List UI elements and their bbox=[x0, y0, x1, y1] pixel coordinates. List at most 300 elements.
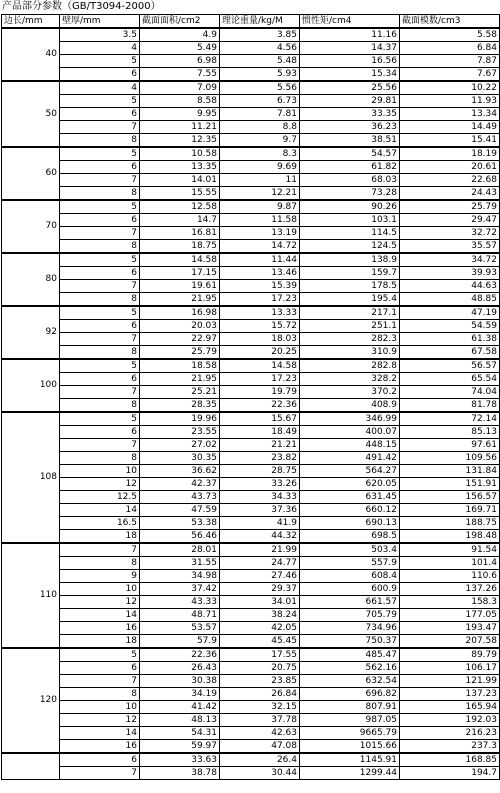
table-row bbox=[2, 187, 500, 201]
inertia-cell: 660.12 bbox=[300, 504, 400, 517]
section-area-cell: 57.9 bbox=[140, 635, 220, 649]
weight-cell: 17.55 bbox=[220, 648, 300, 662]
weight-cell: 11.58 bbox=[220, 214, 300, 227]
section-area-cell: 27.02 bbox=[140, 439, 220, 452]
section-area-cell: 7.55 bbox=[140, 68, 220, 82]
modulus-cell: 89.79 bbox=[400, 648, 500, 662]
inertia-cell: 68.03 bbox=[300, 174, 400, 187]
section-area-cell: 4.9 bbox=[140, 28, 220, 42]
section-area-cell: 36.62 bbox=[140, 465, 220, 478]
wall-thickness-cell: 8 bbox=[60, 399, 140, 413]
table-row bbox=[2, 293, 500, 307]
table-row bbox=[2, 147, 500, 161]
modulus-cell: 35.57 bbox=[400, 240, 500, 254]
section-area-cell: 21.95 bbox=[140, 293, 220, 307]
table-row bbox=[2, 570, 500, 583]
weight-cell: 42.63 bbox=[220, 727, 300, 740]
side-length-cell: 100 bbox=[2, 359, 60, 412]
weight-cell: 15.39 bbox=[220, 280, 300, 293]
modulus-cell: 109.56 bbox=[400, 452, 500, 465]
modulus-cell: 194.7 bbox=[400, 767, 500, 780]
inertia-cell: 564.27 bbox=[300, 465, 400, 478]
weight-cell: 23.82 bbox=[220, 452, 300, 465]
table-row bbox=[2, 121, 500, 134]
inertia-cell: 103.1 bbox=[300, 214, 400, 227]
section-area-cell: 25.21 bbox=[140, 386, 220, 399]
table-row bbox=[2, 134, 500, 148]
wall-thickness-cell: 9 bbox=[60, 570, 140, 583]
inertia-cell: 38.51 bbox=[300, 134, 400, 148]
modulus-cell: 32.72 bbox=[400, 227, 500, 240]
inertia-cell: 408.9 bbox=[300, 399, 400, 413]
table-row bbox=[2, 95, 500, 108]
wall-thickness-cell: 5 bbox=[60, 200, 140, 214]
weight-cell: 9.87 bbox=[220, 200, 300, 214]
table-row bbox=[2, 214, 500, 227]
section-area-cell: 23.55 bbox=[140, 426, 220, 439]
wall-thickness-cell: 6 bbox=[60, 320, 140, 333]
weight-cell: 13.33 bbox=[220, 306, 300, 320]
weight-cell: 5.93 bbox=[220, 68, 300, 82]
header-theoretical-weight: 理论重量/kg/M bbox=[220, 15, 300, 29]
table-row bbox=[2, 161, 500, 174]
modulus-cell: 10.22 bbox=[400, 81, 500, 95]
wall-thickness-cell: 5 bbox=[60, 147, 140, 161]
weight-cell: 6.73 bbox=[220, 95, 300, 108]
inertia-cell: 9665.79 bbox=[300, 727, 400, 740]
weight-cell: 12.21 bbox=[220, 187, 300, 201]
section-area-cell: 38.78 bbox=[140, 767, 220, 780]
modulus-cell: 13.34 bbox=[400, 108, 500, 121]
table-row bbox=[2, 320, 500, 333]
section-area-cell: 53.38 bbox=[140, 517, 220, 530]
weight-cell: 20.75 bbox=[220, 662, 300, 675]
table-row bbox=[2, 200, 500, 214]
wall-thickness-cell: 12.5 bbox=[60, 491, 140, 504]
modulus-cell: 237.3 bbox=[400, 740, 500, 754]
wall-thickness-cell: 14 bbox=[60, 504, 140, 517]
wall-thickness-cell: 8 bbox=[60, 452, 140, 465]
wall-thickness-cell: 7 bbox=[60, 333, 140, 346]
inertia-cell: 620.05 bbox=[300, 478, 400, 491]
modulus-cell: 15.41 bbox=[400, 134, 500, 148]
inertia-cell: 734.96 bbox=[300, 622, 400, 635]
weight-cell: 8.8 bbox=[220, 121, 300, 134]
weight-cell: 17.23 bbox=[220, 373, 300, 386]
section-area-cell: 34.98 bbox=[140, 570, 220, 583]
table-row bbox=[2, 491, 500, 504]
weight-cell: 7.81 bbox=[220, 108, 300, 121]
table-row bbox=[2, 609, 500, 622]
table-row bbox=[2, 714, 500, 727]
table-row bbox=[2, 253, 500, 267]
modulus-cell: 165.94 bbox=[400, 701, 500, 714]
wall-thickness-cell: 6 bbox=[60, 753, 140, 767]
table-row bbox=[2, 622, 500, 635]
inertia-cell: 1299.44 bbox=[300, 767, 400, 780]
header-moment-of-inertia: 惯性矩/cm4 bbox=[300, 15, 400, 29]
section-area-cell: 30.35 bbox=[140, 452, 220, 465]
wall-thickness-cell: 18 bbox=[60, 530, 140, 544]
inertia-cell: 346.99 bbox=[300, 412, 400, 426]
table-row bbox=[2, 675, 500, 688]
inertia-cell: 705.79 bbox=[300, 609, 400, 622]
weight-cell: 23.85 bbox=[220, 675, 300, 688]
inertia-cell: 485.47 bbox=[300, 648, 400, 662]
section-area-cell: 31.55 bbox=[140, 557, 220, 570]
wall-thickness-cell: 4 bbox=[60, 42, 140, 55]
table-row bbox=[2, 465, 500, 478]
wall-thickness-cell: 5 bbox=[60, 306, 140, 320]
wall-thickness-cell: 6 bbox=[60, 68, 140, 82]
wall-thickness-cell: 5 bbox=[60, 55, 140, 68]
modulus-cell: 48.85 bbox=[400, 293, 500, 307]
table-row bbox=[2, 530, 500, 544]
modulus-cell: 74.04 bbox=[400, 386, 500, 399]
section-area-cell: 6.98 bbox=[140, 55, 220, 68]
wall-thickness-cell: 16 bbox=[60, 622, 140, 635]
wall-thickness-cell: 12 bbox=[60, 596, 140, 609]
table-row bbox=[2, 452, 500, 465]
side-length-cell: 108 bbox=[2, 412, 60, 543]
modulus-cell: 151.91 bbox=[400, 478, 500, 491]
table-row bbox=[2, 727, 500, 740]
table-row bbox=[2, 306, 500, 320]
modulus-cell: 131.84 bbox=[400, 465, 500, 478]
table-row bbox=[2, 767, 500, 780]
wall-thickness-cell: 8 bbox=[60, 346, 140, 360]
modulus-cell: 7.87 bbox=[400, 55, 500, 68]
inertia-cell: 310.9 bbox=[300, 346, 400, 360]
wall-thickness-cell: 8 bbox=[60, 688, 140, 701]
inertia-cell: 114.5 bbox=[300, 227, 400, 240]
wall-thickness-cell: 7 bbox=[60, 121, 140, 134]
weight-cell: 32.15 bbox=[220, 701, 300, 714]
inertia-cell: 491.42 bbox=[300, 452, 400, 465]
section-area-cell: 22.36 bbox=[140, 648, 220, 662]
section-area-cell: 30.38 bbox=[140, 675, 220, 688]
weight-cell: 15.67 bbox=[220, 412, 300, 426]
header-side-length: 边长/mm bbox=[2, 15, 60, 29]
modulus-cell: 193.47 bbox=[400, 622, 500, 635]
inertia-cell: 33.35 bbox=[300, 108, 400, 121]
table-row bbox=[2, 174, 500, 187]
inertia-cell: 25.56 bbox=[300, 81, 400, 95]
modulus-cell: 85.13 bbox=[400, 426, 500, 439]
modulus-cell: 168.85 bbox=[400, 753, 500, 767]
modulus-cell: 192.03 bbox=[400, 714, 500, 727]
weight-cell: 21.21 bbox=[220, 439, 300, 452]
table-row bbox=[2, 108, 500, 121]
weight-cell: 18.03 bbox=[220, 333, 300, 346]
wall-thickness-cell: 10 bbox=[60, 701, 140, 714]
wall-thickness-cell: 5 bbox=[60, 95, 140, 108]
modulus-cell: 18.19 bbox=[400, 147, 500, 161]
wall-thickness-cell: 8 bbox=[60, 134, 140, 148]
spec-table bbox=[1, 14, 500, 780]
weight-cell: 42.05 bbox=[220, 622, 300, 635]
table-row bbox=[2, 227, 500, 240]
wall-thickness-cell: 8 bbox=[60, 187, 140, 201]
weight-cell: 5.56 bbox=[220, 81, 300, 95]
table-row bbox=[2, 596, 500, 609]
wall-thickness-cell: 6 bbox=[60, 373, 140, 386]
modulus-cell: 61.38 bbox=[400, 333, 500, 346]
section-area-cell: 28.35 bbox=[140, 399, 220, 413]
wall-thickness-cell: 5 bbox=[60, 648, 140, 662]
section-area-cell: 47.59 bbox=[140, 504, 220, 517]
table-row bbox=[2, 373, 500, 386]
wall-thickness-cell: 8 bbox=[60, 240, 140, 254]
inertia-cell: 696.82 bbox=[300, 688, 400, 701]
section-area-cell: 48.71 bbox=[140, 609, 220, 622]
wall-thickness-cell: 3.5 bbox=[60, 28, 140, 42]
inertia-cell: 124.5 bbox=[300, 240, 400, 254]
section-area-cell: 41.42 bbox=[140, 701, 220, 714]
table-row bbox=[2, 543, 500, 557]
inertia-cell: 14.37 bbox=[300, 42, 400, 55]
section-area-cell: 10.58 bbox=[140, 147, 220, 161]
wall-thickness-cell: 7 bbox=[60, 675, 140, 688]
modulus-cell: 158.3 bbox=[400, 596, 500, 609]
inertia-cell: 282.3 bbox=[300, 333, 400, 346]
inertia-cell: 400.07 bbox=[300, 426, 400, 439]
wall-thickness-cell: 6 bbox=[60, 161, 140, 174]
inertia-cell: 503.4 bbox=[300, 543, 400, 557]
inertia-cell: 15.34 bbox=[300, 68, 400, 82]
wall-thickness-cell: 6 bbox=[60, 426, 140, 439]
header-section-modulus: 截面模数/cm3 bbox=[400, 15, 500, 29]
section-area-cell: 8.58 bbox=[140, 95, 220, 108]
section-area-cell: 12.35 bbox=[140, 134, 220, 148]
table-row bbox=[2, 81, 500, 95]
side-length-cell: 60 bbox=[2, 147, 60, 200]
modulus-cell: 5.58 bbox=[400, 28, 500, 42]
modulus-cell: 14.49 bbox=[400, 121, 500, 134]
section-area-cell: 26.43 bbox=[140, 662, 220, 675]
weight-cell: 44.32 bbox=[220, 530, 300, 544]
inertia-cell: 807.91 bbox=[300, 701, 400, 714]
weight-cell: 11.44 bbox=[220, 253, 300, 267]
modulus-cell: 198.48 bbox=[400, 530, 500, 544]
inertia-cell: 448.15 bbox=[300, 439, 400, 452]
section-area-cell: 16.98 bbox=[140, 306, 220, 320]
inertia-cell: 36.23 bbox=[300, 121, 400, 134]
modulus-cell: 29.47 bbox=[400, 214, 500, 227]
weight-cell: 41.9 bbox=[220, 517, 300, 530]
weight-cell: 5.48 bbox=[220, 55, 300, 68]
modulus-cell: 81.78 bbox=[400, 399, 500, 413]
wall-thickness-cell: 7 bbox=[60, 543, 140, 557]
section-area-cell: 28.01 bbox=[140, 543, 220, 557]
section-area-cell: 56.46 bbox=[140, 530, 220, 544]
inertia-cell: 987.05 bbox=[300, 714, 400, 727]
wall-thickness-cell: 6 bbox=[60, 214, 140, 227]
side-length-cell: 92 bbox=[2, 306, 60, 359]
modulus-cell: 47.19 bbox=[400, 306, 500, 320]
wall-thickness-cell: 8 bbox=[60, 557, 140, 570]
section-area-cell: 43.33 bbox=[140, 596, 220, 609]
weight-cell: 45.45 bbox=[220, 635, 300, 649]
section-area-cell: 22.97 bbox=[140, 333, 220, 346]
wall-thickness-cell: 6 bbox=[60, 108, 140, 121]
modulus-cell: 56.57 bbox=[400, 359, 500, 373]
section-area-cell: 59.97 bbox=[140, 740, 220, 754]
inertia-cell: 138.9 bbox=[300, 253, 400, 267]
table-row bbox=[2, 504, 500, 517]
table-row bbox=[2, 439, 500, 452]
section-area-cell: 43.73 bbox=[140, 491, 220, 504]
modulus-cell: 44.63 bbox=[400, 280, 500, 293]
modulus-cell: 97.61 bbox=[400, 439, 500, 452]
modulus-cell: 137.23 bbox=[400, 688, 500, 701]
section-area-cell: 15.55 bbox=[140, 187, 220, 201]
inertia-cell: 61.82 bbox=[300, 161, 400, 174]
weight-cell: 38.24 bbox=[220, 609, 300, 622]
side-length-cell: 70 bbox=[2, 200, 60, 253]
modulus-cell: 54.59 bbox=[400, 320, 500, 333]
section-area-cell: 53.57 bbox=[140, 622, 220, 635]
side-length-cell: 80 bbox=[2, 253, 60, 306]
weight-cell: 13.46 bbox=[220, 267, 300, 280]
wall-thickness-cell: 14 bbox=[60, 609, 140, 622]
inertia-cell: 217.1 bbox=[300, 306, 400, 320]
wall-thickness-cell: 4 bbox=[60, 81, 140, 95]
header-wall-thickness: 壁厚/mm bbox=[60, 15, 140, 29]
section-area-cell: 54.31 bbox=[140, 727, 220, 740]
weight-cell: 26.84 bbox=[220, 688, 300, 701]
section-area-cell: 7.09 bbox=[140, 81, 220, 95]
weight-cell: 29.37 bbox=[220, 583, 300, 596]
inertia-cell: 16.56 bbox=[300, 55, 400, 68]
table-row bbox=[2, 688, 500, 701]
section-area-cell: 18.75 bbox=[140, 240, 220, 254]
table-row bbox=[2, 557, 500, 570]
modulus-cell: 188.75 bbox=[400, 517, 500, 530]
table-row bbox=[2, 55, 500, 68]
weight-cell: 9.69 bbox=[220, 161, 300, 174]
modulus-cell: 20.61 bbox=[400, 161, 500, 174]
weight-cell: 47.08 bbox=[220, 740, 300, 754]
inertia-cell: 631.45 bbox=[300, 491, 400, 504]
weight-cell: 37.78 bbox=[220, 714, 300, 727]
section-area-cell: 21.95 bbox=[140, 373, 220, 386]
modulus-cell: 67.58 bbox=[400, 346, 500, 360]
inertia-cell: 1015.66 bbox=[300, 740, 400, 754]
inertia-cell: 11.16 bbox=[300, 28, 400, 42]
weight-cell: 14.72 bbox=[220, 240, 300, 254]
inertia-cell: 251.1 bbox=[300, 320, 400, 333]
table-row bbox=[2, 333, 500, 346]
weight-cell: 28.75 bbox=[220, 465, 300, 478]
table-row bbox=[2, 399, 500, 413]
table-row bbox=[2, 28, 500, 42]
weight-cell: 22.36 bbox=[220, 399, 300, 413]
wall-thickness-cell: 6 bbox=[60, 267, 140, 280]
wall-thickness-cell: 10 bbox=[60, 465, 140, 478]
weight-cell: 30.44 bbox=[220, 767, 300, 780]
inertia-cell: 661.57 bbox=[300, 596, 400, 609]
weight-cell: 14.58 bbox=[220, 359, 300, 373]
inertia-cell: 328.2 bbox=[300, 373, 400, 386]
inertia-cell: 195.4 bbox=[300, 293, 400, 307]
weight-cell: 17.23 bbox=[220, 293, 300, 307]
inertia-cell: 54.57 bbox=[300, 147, 400, 161]
table-row bbox=[2, 635, 500, 649]
table-row bbox=[2, 426, 500, 439]
modulus-cell: 101.4 bbox=[400, 557, 500, 570]
inertia-cell: 557.9 bbox=[300, 557, 400, 570]
section-area-cell: 48.13 bbox=[140, 714, 220, 727]
wall-thickness-cell: 16.5 bbox=[60, 517, 140, 530]
table-row bbox=[2, 280, 500, 293]
section-area-cell: 33.63 bbox=[140, 753, 220, 767]
section-area-cell: 14.58 bbox=[140, 253, 220, 267]
modulus-cell: 156.57 bbox=[400, 491, 500, 504]
wall-thickness-cell: 8 bbox=[60, 293, 140, 307]
table-row bbox=[2, 517, 500, 530]
inertia-cell: 750.37 bbox=[300, 635, 400, 649]
section-area-cell: 12.58 bbox=[140, 200, 220, 214]
inertia-cell: 690.13 bbox=[300, 517, 400, 530]
weight-cell: 20.25 bbox=[220, 346, 300, 360]
table-row bbox=[2, 701, 500, 714]
modulus-cell: 11.93 bbox=[400, 95, 500, 108]
weight-cell: 34.01 bbox=[220, 596, 300, 609]
modulus-cell: 34.72 bbox=[400, 253, 500, 267]
inertia-cell: 1145.91 bbox=[300, 753, 400, 767]
modulus-cell: 7.67 bbox=[400, 68, 500, 82]
inertia-cell: 90.26 bbox=[300, 200, 400, 214]
weight-cell: 37.36 bbox=[220, 504, 300, 517]
section-area-cell: 14.01 bbox=[140, 174, 220, 187]
inertia-cell: 632.54 bbox=[300, 675, 400, 688]
modulus-cell: 216.23 bbox=[400, 727, 500, 740]
wall-thickness-cell: 7 bbox=[60, 280, 140, 293]
section-area-cell: 13.35 bbox=[140, 161, 220, 174]
section-area-cell: 19.61 bbox=[140, 280, 220, 293]
weight-cell: 19.79 bbox=[220, 386, 300, 399]
section-area-cell: 42.37 bbox=[140, 478, 220, 491]
modulus-cell: 6.84 bbox=[400, 42, 500, 55]
section-area-cell: 9.95 bbox=[140, 108, 220, 121]
section-area-cell: 25.79 bbox=[140, 346, 220, 360]
section-area-cell: 37.42 bbox=[140, 583, 220, 596]
inertia-cell: 159.7 bbox=[300, 267, 400, 280]
inertia-cell: 698.5 bbox=[300, 530, 400, 544]
wall-thickness-cell: 6 bbox=[60, 662, 140, 675]
modulus-cell: 177.05 bbox=[400, 609, 500, 622]
header-section-area: 截面面积/cm2 bbox=[140, 15, 220, 29]
modulus-cell: 39.93 bbox=[400, 267, 500, 280]
table-row bbox=[2, 412, 500, 426]
inertia-cell: 73.28 bbox=[300, 187, 400, 201]
modulus-cell: 110.6 bbox=[400, 570, 500, 583]
side-length-cell bbox=[2, 753, 60, 780]
table-row bbox=[2, 740, 500, 754]
section-area-cell: 20.03 bbox=[140, 320, 220, 333]
side-length-cell: 50 bbox=[2, 81, 60, 147]
section-area-cell: 18.58 bbox=[140, 359, 220, 373]
inertia-cell: 562.16 bbox=[300, 662, 400, 675]
table-row bbox=[2, 42, 500, 55]
wall-thickness-cell: 7 bbox=[60, 174, 140, 187]
wall-thickness-cell: 7 bbox=[60, 386, 140, 399]
table-row bbox=[2, 753, 500, 767]
inertia-cell: 282.8 bbox=[300, 359, 400, 373]
inertia-cell: 608.4 bbox=[300, 570, 400, 583]
weight-cell: 26.4 bbox=[220, 753, 300, 767]
